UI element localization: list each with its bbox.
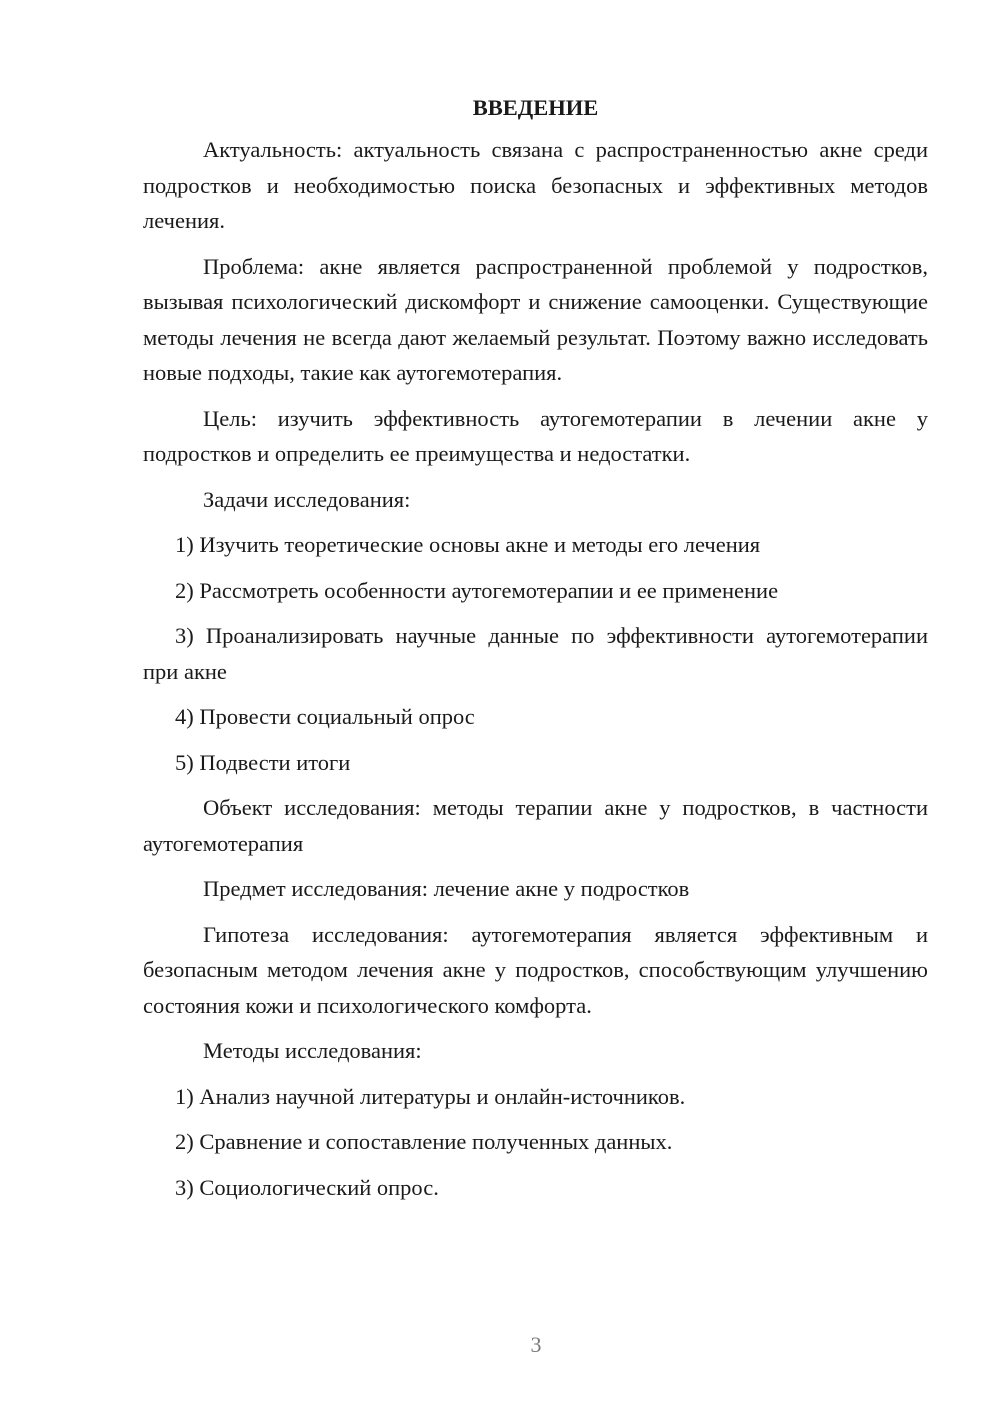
subject-paragraph: Предмет исследования: лечение акне у подростков (203, 876, 690, 901)
hypothesis-paragraph: Гипотеза исследования: аутогемотерапия является эффективным и безопасным методом лечения акне у подростков, способствующим улучшению состояния кожи и психологического комфорта. (143, 921, 928, 1018)
task-item-2: 2) Рассмотреть особенности аутогемотерапии и ее применение (175, 577, 779, 603)
task-item-3: 3) Проанализировать научные данные по эффективности аутогемотерапии при акне (143, 623, 928, 684)
problem-paragraph: Проблема: акне является распространенной проблемой у подростков, вызывая психологический дискомфорт и снижение самооценки. Существующие методы лечения не всегда дают желаемый результат. Поэтому важно исследовать новые подходы, такие как аутогемотерапия. (143, 253, 928, 385)
goal-paragraph: Цель: изучить эффективность аутогемотерапии в лечении акне у подростков и определить ее преимущества и недостатки. (143, 405, 928, 466)
task-item-4: 4) Провести социальный опрос (175, 704, 475, 729)
task-item-5: 5) Подвести итоги (175, 749, 351, 775)
document-page (143, 88, 928, 1215)
methods-heading: Методы исследования: (203, 1038, 422, 1063)
object-paragraph: Объект исследования: методы терапии акне у подростков, в частности аутогемотерапия (143, 795, 928, 856)
method-item-1: 1) Анализ научной литературы и онлайн-источников. (175, 1083, 686, 1109)
tasks-heading: Задачи исследования: (203, 486, 411, 512)
method-item-2: 2) Сравнение и сопоставление полученных данных. (175, 1129, 673, 1154)
method-item-3: 3) Социологический опрос. (175, 1174, 439, 1200)
task-item-1: 1) Изучить теоретические основы акне и методы его лечения (175, 532, 761, 557)
section-title: ВВЕДЕНИЕ (472, 95, 599, 120)
relevance-paragraph: Актуальность: актуальность связана с распространенностью акне среди подростков и необходимостью поиска безопасных и эффективных методов лечения. (143, 137, 928, 233)
page-number: 3 (530, 1332, 542, 1357)
